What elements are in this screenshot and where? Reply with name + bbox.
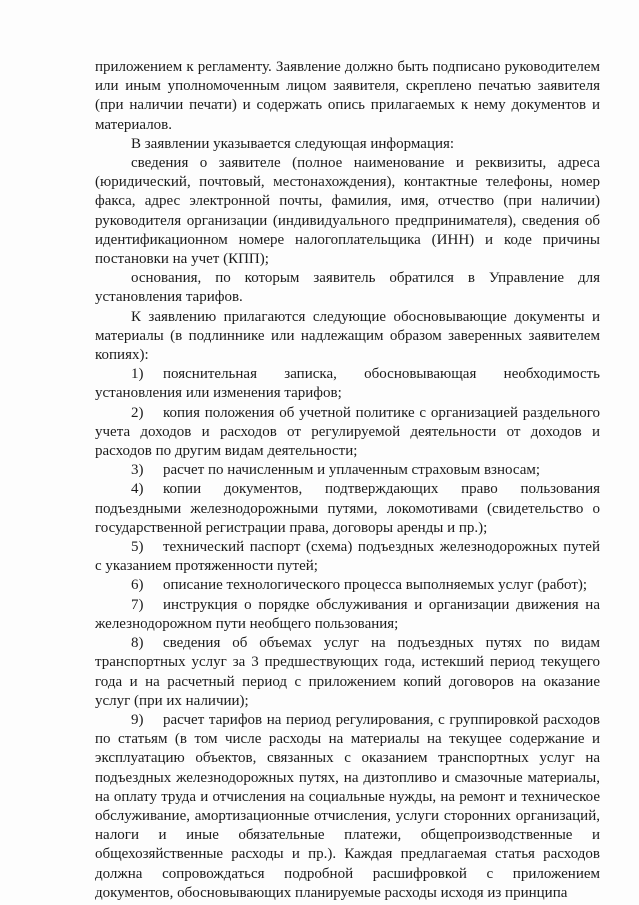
- list-item-number: 6): [131, 577, 144, 594]
- list-item: [95, 634, 600, 711]
- list-item: [95, 576, 600, 595]
- list-item-number: 9): [131, 711, 144, 728]
- list-item-text: копии документов, подтверждающих право пользования подъездными железнодорожными путями, локомотивами (свидетельство о государственной регистрации права, договоры аренды и пр.);: [95, 481, 600, 536]
- paragraph-applicant-details: сведения о заявителе (полное наименование и реквизиты, адреса (юридический, почтовый, местонахождения), контактные телефоны, номер факса, адрес электронной почты, фамилия, имя, отчество (при наличии) руководителя организации (индивидуального предпринимателя), сведения об идентификационном номере налогоплательщика (ИНН) и коде причины постановки на учет (КПП);: [95, 155, 600, 268]
- list-item: [95, 365, 600, 403]
- list-item-text: расчет по начисленным и уплаченным страховым взносам;: [163, 462, 541, 479]
- list-item: [95, 461, 600, 480]
- list-item-number: 1): [131, 366, 144, 383]
- list-item-text: сведения об объемах услуг на подъездных путях по видам транспортных услуг за 3 предшествующих года, истекший период текущего года и на расчетный период с приложением копий договоров на оказание услуг (при их наличии);: [95, 635, 600, 709]
- list-item-text: инструкция о порядке обслуживания и организации движения на железнодорожном пути необщего пользования;: [95, 596, 600, 632]
- paragraph-continuation: приложением к регламенту. Заявление должно быть подписано руководителем или иным уполномоченным лицом заявителя, скреплено печатью заявителя (при наличии печати) и содержать опись прилагаемых к нему документов и материалов.: [95, 59, 600, 133]
- paragraph-info-intro: В заявлении указывается следующая информация:: [131, 135, 455, 152]
- list-item-text: технический паспорт (схема) подъездных железнодорожных путей с указанием протяженности путей;: [95, 539, 600, 575]
- list-item-number: 8): [131, 635, 144, 652]
- list-item-text: описание технологического процесса выполняемых услуг (работ);: [163, 577, 588, 594]
- list-item-text: расчет тарифов на период регулирования, с группировкой расходов по статьям (в том числе расходы на материалы на текущее содержание и эксплуатацию объектов, связанных с оказанием транспортных услуг на подъездных железнодорожных путях, на дизтопливо и смазочные материалы, на оплату труда и отчисления на социальные нужды, на ремонт и техническое обслуживание, амортизационные отчисления, услуги сторонних организаций, налоги и иные обязательные платежи, общепроизводственные и общехозяйственные расходы и пр.). Каждая предлагаемая статья расходов должна сопровождаться подробной расшифровкой с приложением документов, обосновывающих планируемые расходы исходя из принципа: [95, 711, 600, 901]
- list-item-number: 7): [131, 596, 144, 613]
- list-item-text: копия положения об учетной политике с организацией раздельного учета доходов и расходов от регулируемой деятельности от доходов и расходов по другим видам деятельности;: [95, 404, 600, 460]
- list-item: [95, 711, 600, 903]
- document-body: [95, 58, 600, 903]
- list-item-number: 4): [131, 481, 144, 498]
- list-item: [95, 480, 600, 538]
- list-item-number: 3): [131, 462, 144, 479]
- paragraph-attachments-intro: К заявлению прилагаются следующие обосновывающие документы и материалы (в подлиннике или надлежащим образом заверенных заявителем копиях):: [95, 308, 600, 364]
- list-item: [95, 596, 600, 634]
- list-item: [95, 404, 600, 462]
- list-item-text: пояснительная записка, обосновывающая необходимость установления или изменения тарифов;: [95, 366, 600, 402]
- list-item-number: 2): [131, 404, 144, 421]
- list-item: [95, 538, 600, 576]
- paragraph-grounds: основания, по которым заявитель обратился в Управление для установления тарифов.: [95, 270, 600, 306]
- list-item-number: 5): [131, 539, 144, 556]
